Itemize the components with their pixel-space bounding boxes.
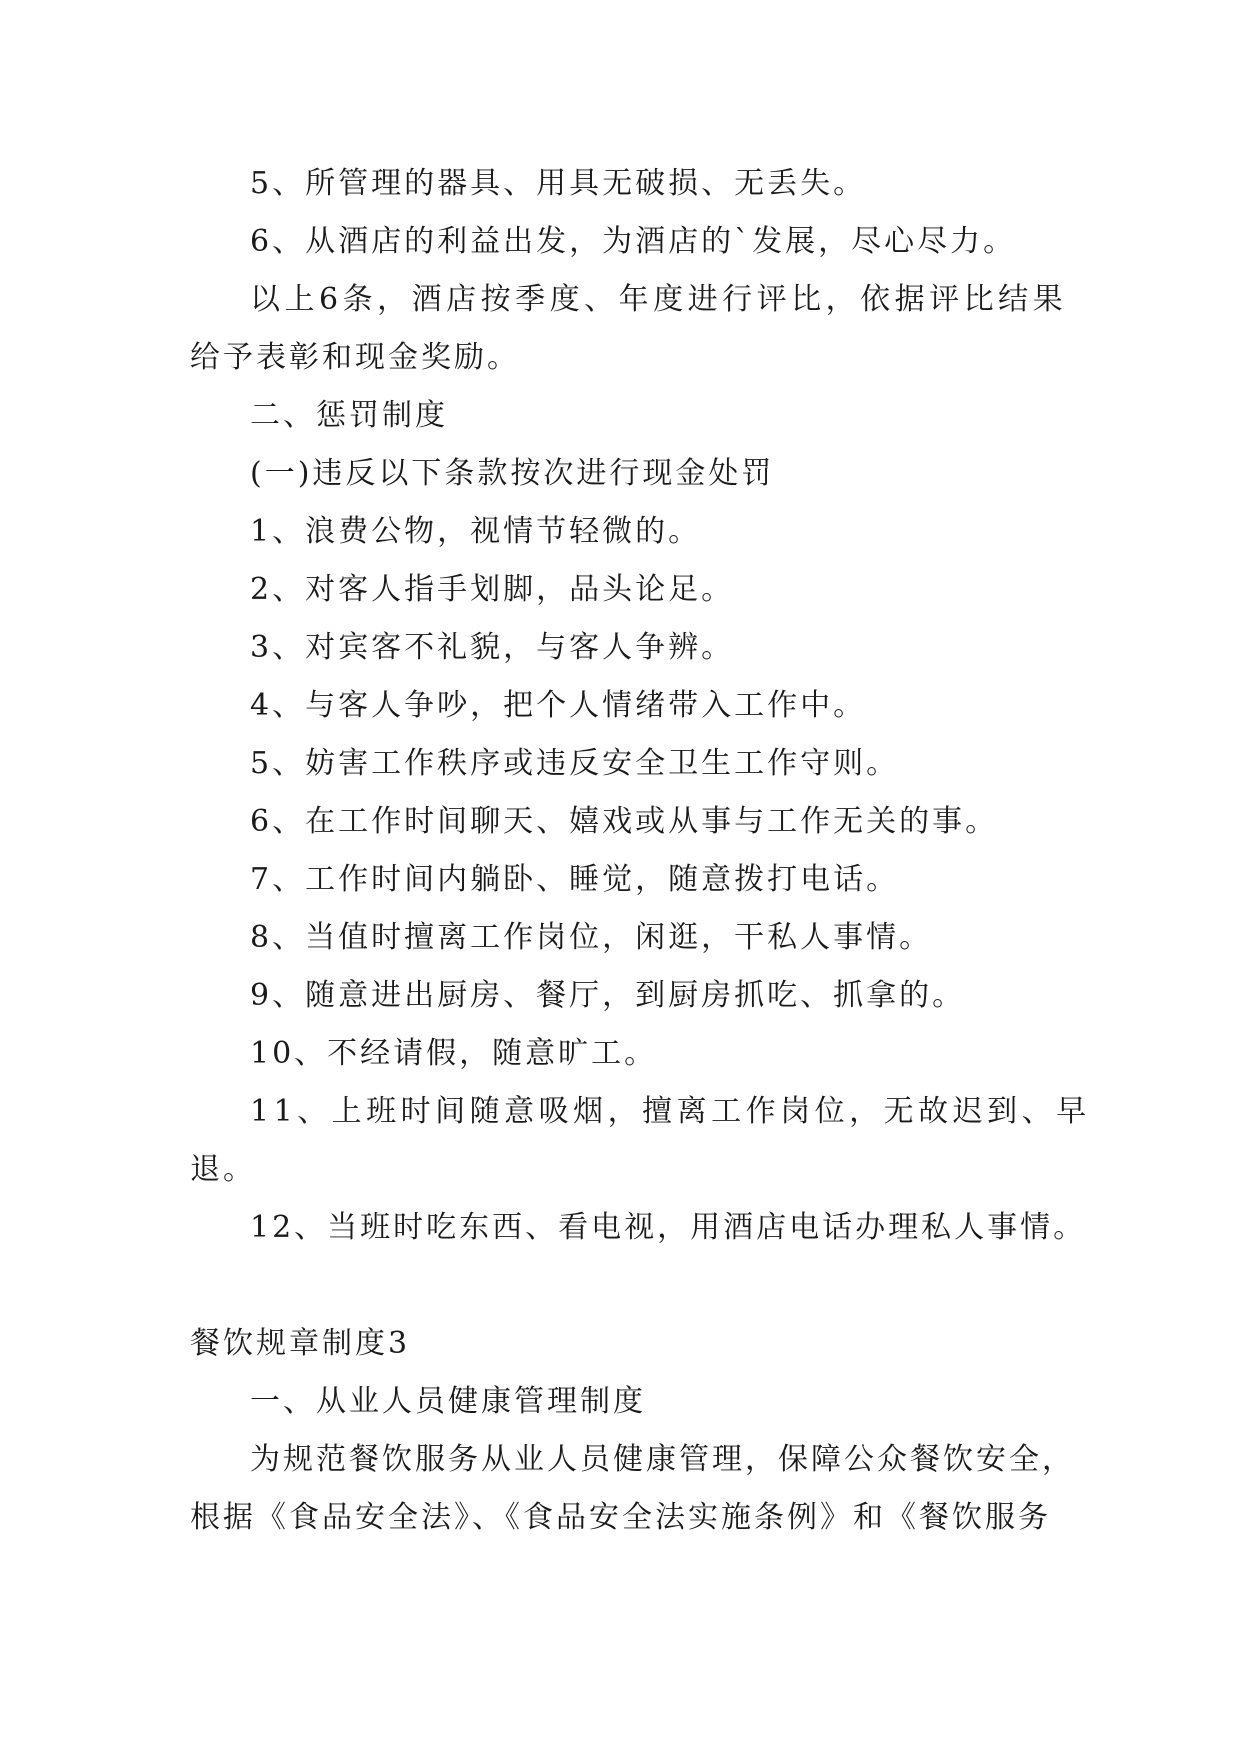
reward-summary-line-2: 给予表彰和现金奖励。 — [190, 340, 520, 375]
penalty-item-6: 6、在工作时间聊天、嬉戏或从事与工作无关的事。 — [250, 804, 999, 839]
penalty-item-4: 4、与客人争吵，把个人情绪带入工作中。 — [250, 688, 867, 723]
reward-summary-line-1: 以上6条，酒店按季度、年度进行评比，依据评比结果 — [250, 282, 1068, 317]
reward-item-5: 5、所管理的器具、用具无破损、无丢失。 — [250, 166, 867, 201]
section-heading-penalty: 二、惩罚制度 — [250, 398, 448, 433]
reward-item-6: 6、从酒店的利益出发，为酒店的`发展，尽心尽力。 — [250, 224, 1017, 259]
chapter-title: 餐饮规章制度3 — [190, 1326, 411, 1361]
penalty-item-11-line-2: 退。 — [190, 1152, 256, 1187]
health-intro-line-2: 根据《食品安全法》、《食品安全法实施条例》和《餐饮服务 — [190, 1500, 1051, 1535]
penalty-item-8: 8、当值时擅离工作岗位，闲逛，干私人事情。 — [250, 920, 933, 955]
penalty-item-1: 1、浪费公物，视情节轻微的。 — [250, 514, 702, 549]
penalty-item-9: 9、随意进出厨房、餐厅，到厨房抓吃、抓拿的。 — [250, 978, 966, 1013]
section-heading-health: 一、从业人员健康管理制度 — [250, 1384, 646, 1419]
penalty-item-12: 12、当班时吃东西、看电视，用酒店电话办理私人事情。 — [250, 1210, 1087, 1245]
penalty-item-10: 10、不经请假，随意旷工。 — [250, 1036, 658, 1071]
penalty-item-2: 2、对客人指手划脚，品头论足。 — [250, 572, 735, 607]
penalty-item-11-line-1: 11、上班时间随意吸烟，擅离工作岗位，无故迟到、早 — [250, 1094, 1091, 1129]
penalty-item-5: 5、妨害工作秩序或违反安全卫生工作守则。 — [250, 746, 900, 781]
health-intro-line-1: 为规范餐饮服务从业人员健康管理，保障公众餐饮安全， — [250, 1442, 1075, 1477]
subsection-heading-cash-penalty: (一)违反以下条款按次进行现金处罚 — [250, 456, 775, 491]
penalty-item-7: 7、工作时间内躺卧、睡觉，随意拨打电话。 — [250, 862, 900, 897]
penalty-item-3: 3、对宾客不礼貌，与客人争辨。 — [250, 630, 735, 665]
